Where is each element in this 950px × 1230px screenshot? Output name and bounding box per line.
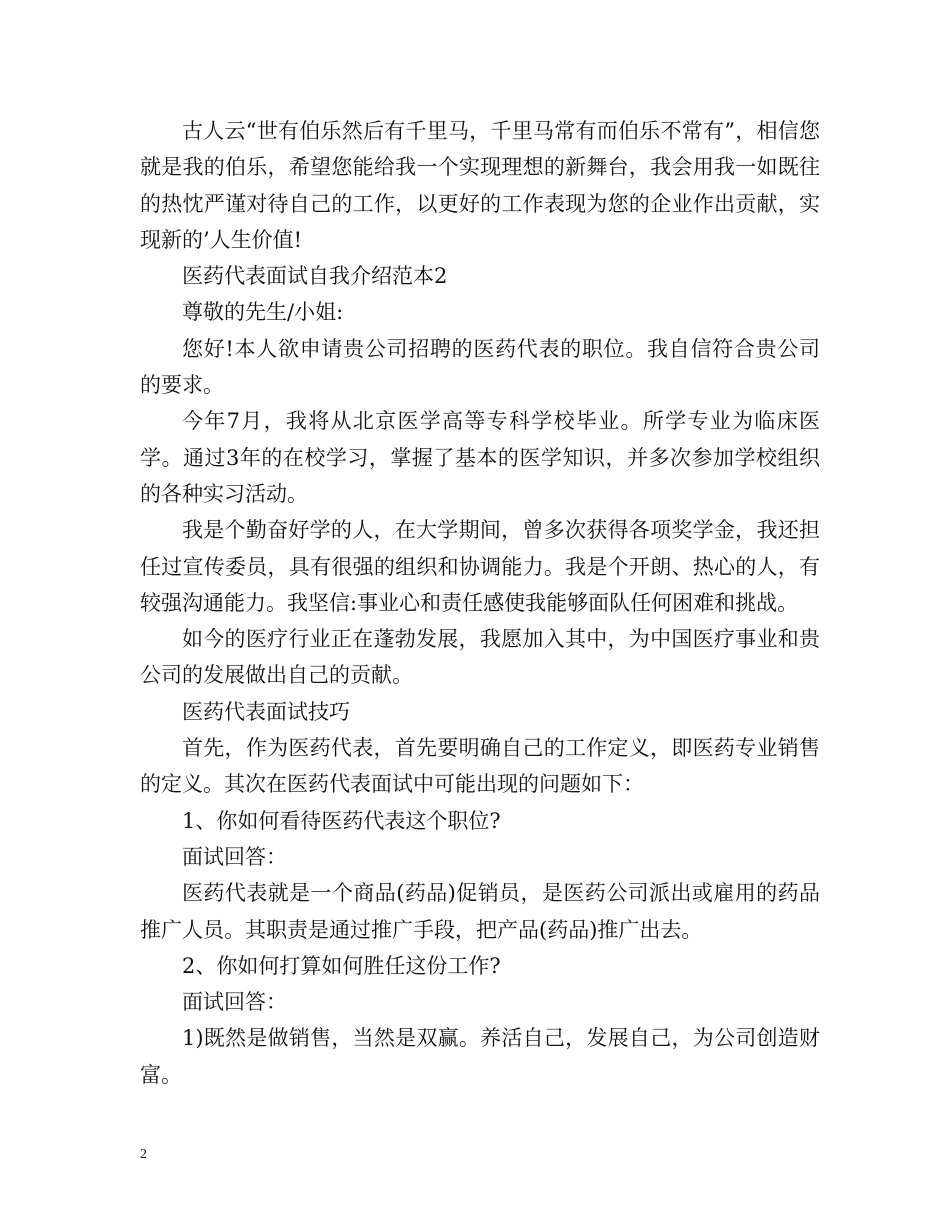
answer-1: 医药代表就是一个商品(药品)促销员，是医药公司派出或雇用的药品推广人员。其职责是通过推广手段，把产品(药品)推广出去。 (140, 881, 820, 942)
answer-label-2: 面试回答： (182, 990, 287, 1015)
answer-2-point-1: 1)既然是做销售，当然是双赢。养活自己，发展自己，为公司创造财富。 (140, 1026, 820, 1087)
document-body (140, 113, 820, 1093)
section-heading-sample-2: 医药代表面试自我介绍范本2 (182, 264, 448, 289)
paragraph-education: 今年7月，我将从北京医学高等专科学校毕业。所学专业为临床医学。通过3年的在校学习，掌握了基本的医学知识，并多次参加学校组织的各种实习活动。 (140, 409, 820, 506)
salutation: 尊敬的先生/小姐: (182, 300, 344, 325)
question-2: 2、你如何打算如何胜任这份工作? (182, 953, 501, 978)
section-heading-interview-tips: 医药代表面试技巧 (182, 699, 350, 724)
paragraph-industry: 如今的医疗行业正在蓬勃发展，我愿加入其中，为中国医疗事业和贵公司的发展做出自己的贡献。 (140, 627, 820, 688)
paragraph-tips-intro: 首先，作为医药代表，首先要明确自己的工作定义，即医药专业销售的定义。其次在医药代表面试中可能出现的问题如下： (140, 736, 820, 797)
question-1: 1、你如何看待医药代表这个职位? (182, 808, 501, 833)
answer-label-1: 面试回答： (182, 844, 287, 869)
paragraph-personality: 我是个勤奋好学的人，在大学期间，曾多次获得各项奖学金，我还担任过宣传委员，具有很强的组织和协调能力。我是个开朗、热心的人，有较强沟通能力。我坚信:事业心和责任感使我能够面队任何困难和挑战。 (140, 518, 820, 615)
paragraph-closing-quote: 古人云“世有伯乐然后有千里马，千里马常有而伯乐不常有”，相信您就是我的伯乐，希望您能给我一个实现理想的新舞台，我会用我一如既往的热忱严谨对待自己的工作，以更好的工作表现为您的企业作出贡献，实现新的’人生价值! (140, 119, 820, 252)
paragraph-application: 您好!本人欲申请贵公司招聘的医药代表的职位。我自信符合贵公司的要求。 (140, 336, 820, 398)
page-number: 2 (140, 1147, 147, 1162)
